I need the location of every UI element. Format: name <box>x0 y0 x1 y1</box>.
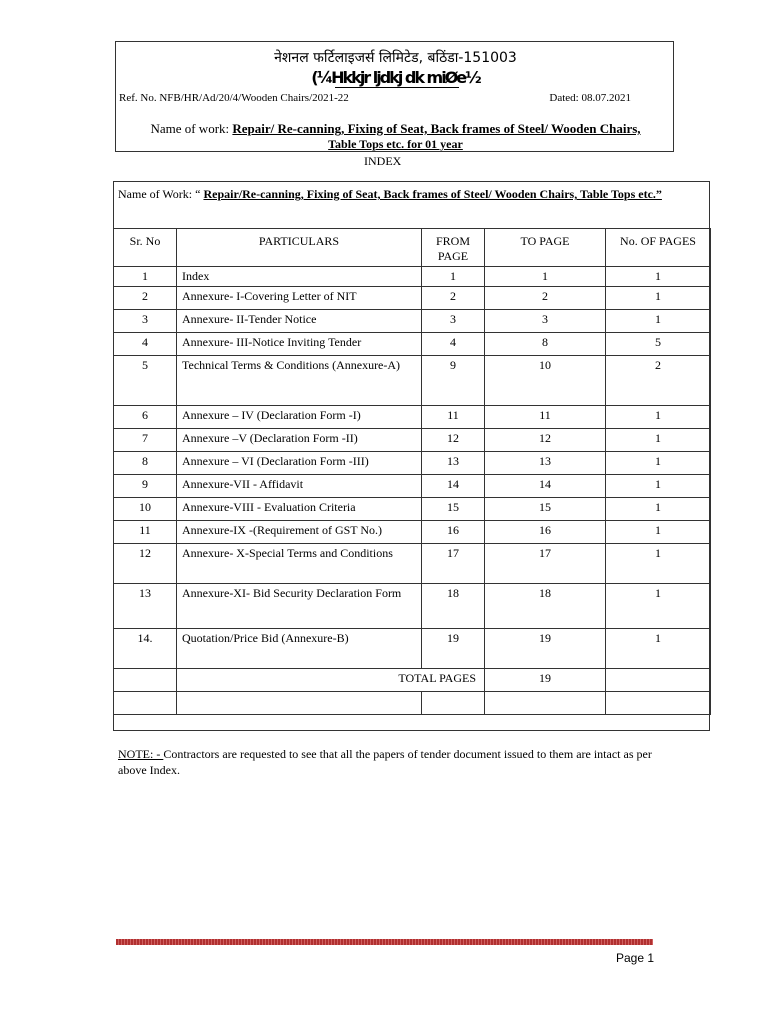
row-sr-no: 7 <box>114 429 177 452</box>
letterhead-box <box>115 41 674 152</box>
note <box>118 746 658 778</box>
row-particulars: Technical Terms & Conditions (Annexure-A) <box>177 356 422 406</box>
row-to-page: 2 <box>485 287 606 310</box>
table-row <box>114 310 711 333</box>
row-to-page: 1 <box>485 267 606 287</box>
index-heading: INDEX <box>364 154 402 168</box>
row-to-page: 12 <box>485 429 606 452</box>
table-row <box>114 498 711 521</box>
row-sr-no: 13 <box>114 584 177 629</box>
row-from-page: 18 <box>422 584 485 629</box>
blank-row <box>114 692 711 715</box>
row-sr-no: 14. <box>114 629 177 669</box>
row-no-of-pages: 1 <box>606 406 711 429</box>
name-of-work-prefix: Name of Work: “ <box>118 187 204 201</box>
row-to-page: 10 <box>485 356 606 406</box>
row-from-page: 1 <box>422 267 485 287</box>
company-name-hindi: नेशनल फर्टिलाइजर्स लिमिटेड, बठिंडा-151003 <box>274 50 517 66</box>
row-particulars: Annexure-IX -(Requirement of GST No.) <box>177 521 422 544</box>
table-row <box>114 287 711 310</box>
row-particulars: Annexure- I-Covering Letter of NIT <box>177 287 422 310</box>
row-no-of-pages: 5 <box>606 333 711 356</box>
table-header-row <box>114 229 711 267</box>
blank-cell <box>177 692 422 715</box>
table-row <box>114 475 711 498</box>
row-particulars: Annexure-XI- Bid Security Declaration Form <box>177 584 422 629</box>
total-empty <box>606 669 711 692</box>
document-date: Dated: 08.07.2021 <box>549 92 631 104</box>
row-to-page: 15 <box>485 498 606 521</box>
table-row <box>114 356 711 406</box>
row-no-of-pages: 1 <box>606 429 711 452</box>
row-no-of-pages: 1 <box>606 452 711 475</box>
name-of-work <box>118 186 704 202</box>
note-text: Contractors are requested to see that all the papers of tender document issued to them are intact as per above Index. <box>118 747 652 777</box>
row-no-of-pages: 2 <box>606 356 711 406</box>
work-title-line-2: Table Tops etc. for 01 year <box>328 137 463 151</box>
row-particulars: Annexure- II-Tender Notice <box>177 310 422 333</box>
row-sr-no: 4 <box>114 333 177 356</box>
table-row <box>114 584 711 629</box>
row-from-page: 11 <box>422 406 485 429</box>
row-from-page: 13 <box>422 452 485 475</box>
total-row <box>114 669 711 692</box>
row-from-page: 19 <box>422 629 485 669</box>
row-to-page: 16 <box>485 521 606 544</box>
table-row <box>114 429 711 452</box>
reference-number: Ref. No. NFB/HR/Ad/20/4/Wooden Chairs/2021-22 <box>119 92 349 104</box>
row-sr-no: 6 <box>114 406 177 429</box>
row-from-page: 3 <box>422 310 485 333</box>
table-row <box>114 333 711 356</box>
note-label: NOTE: - <box>118 747 164 761</box>
row-sr-no: 8 <box>114 452 177 475</box>
row-no-of-pages: 1 <box>606 310 711 333</box>
row-particulars: Annexure-VII - Affidavit <box>177 475 422 498</box>
row-particulars: Annexure-VIII - Evaluation Criteria <box>177 498 422 521</box>
row-from-page: 12 <box>422 429 485 452</box>
row-to-page: 13 <box>485 452 606 475</box>
row-from-page: 2 <box>422 287 485 310</box>
row-no-of-pages: 1 <box>606 544 711 584</box>
row-particulars: Annexure- X-Special Terms and Conditions <box>177 544 422 584</box>
header-to-page: TO PAGE <box>485 229 606 267</box>
header-no-of-pages: No. OF PAGES <box>606 229 711 267</box>
row-no-of-pages: 1 <box>606 287 711 310</box>
total-sr-empty <box>114 669 177 692</box>
row-sr-no: 1 <box>114 267 177 287</box>
row-from-page: 16 <box>422 521 485 544</box>
subtitle-underline <box>335 87 459 88</box>
header-sr-no: Sr. No <box>114 229 177 267</box>
row-particulars: Annexure –V (Declaration Form -II) <box>177 429 422 452</box>
total-label: TOTAL PAGES <box>177 669 485 692</box>
row-particulars: Annexure- III-Notice Inviting Tender <box>177 333 422 356</box>
header-particulars: PARTICULARS <box>177 229 422 267</box>
row-from-page: 17 <box>422 544 485 584</box>
blank-cell <box>422 692 485 715</box>
company-subtitle-garbled: (¼Hkkjr ljdkj dk miØe½ <box>311 68 480 87</box>
blank-cell <box>114 692 177 715</box>
row-to-page: 18 <box>485 584 606 629</box>
row-sr-no: 10 <box>114 498 177 521</box>
row-from-page: 4 <box>422 333 485 356</box>
row-particulars: Quotation/Price Bid (Annexure-B) <box>177 629 422 669</box>
row-to-page: 19 <box>485 629 606 669</box>
row-sr-no: 11 <box>114 521 177 544</box>
row-no-of-pages: 1 <box>606 629 711 669</box>
work-title-line-1 <box>116 121 675 137</box>
table-row <box>114 267 711 287</box>
total-value: 19 <box>485 669 606 692</box>
row-from-page: 15 <box>422 498 485 521</box>
table-row <box>114 544 711 584</box>
row-particulars: Annexure – VI (Declaration Form -III) <box>177 452 422 475</box>
row-no-of-pages: 1 <box>606 267 711 287</box>
row-sr-no: 9 <box>114 475 177 498</box>
index-table <box>113 228 711 715</box>
row-no-of-pages: 1 <box>606 475 711 498</box>
row-no-of-pages: 1 <box>606 584 711 629</box>
name-of-work-title: Repair/Re-canning, Fixing of Seat, Back frames of Steel/ Wooden Chairs, Table Tops etc.” <box>203 187 662 201</box>
row-to-page: 14 <box>485 475 606 498</box>
blank-cell <box>606 692 711 715</box>
table-row <box>114 629 711 669</box>
row-sr-no: 12 <box>114 544 177 584</box>
row-to-page: 3 <box>485 310 606 333</box>
row-no-of-pages: 1 <box>606 498 711 521</box>
row-no-of-pages: 1 <box>606 521 711 544</box>
work-title-text-1: Repair/ Re-canning, Fixing of Seat, Back frames of Steel/ Wooden Chairs, <box>232 121 641 136</box>
work-title-prefix: Name of work: <box>150 121 233 136</box>
row-from-page: 9 <box>422 356 485 406</box>
row-to-page: 17 <box>485 544 606 584</box>
row-from-page: 14 <box>422 475 485 498</box>
table-row <box>114 452 711 475</box>
row-to-page: 8 <box>485 333 606 356</box>
blank-cell <box>485 692 606 715</box>
header-from-page: FROM PAGE <box>422 229 485 267</box>
table-row <box>114 521 711 544</box>
table-row <box>114 406 711 429</box>
row-to-page: 11 <box>485 406 606 429</box>
row-sr-no: 5 <box>114 356 177 406</box>
row-sr-no: 3 <box>114 310 177 333</box>
page-number: Page 1 <box>616 951 655 965</box>
row-particulars: Annexure – IV (Declaration Form -I) <box>177 406 422 429</box>
row-particulars: Index <box>177 267 422 287</box>
footer-rule <box>116 939 653 945</box>
row-sr-no: 2 <box>114 287 177 310</box>
